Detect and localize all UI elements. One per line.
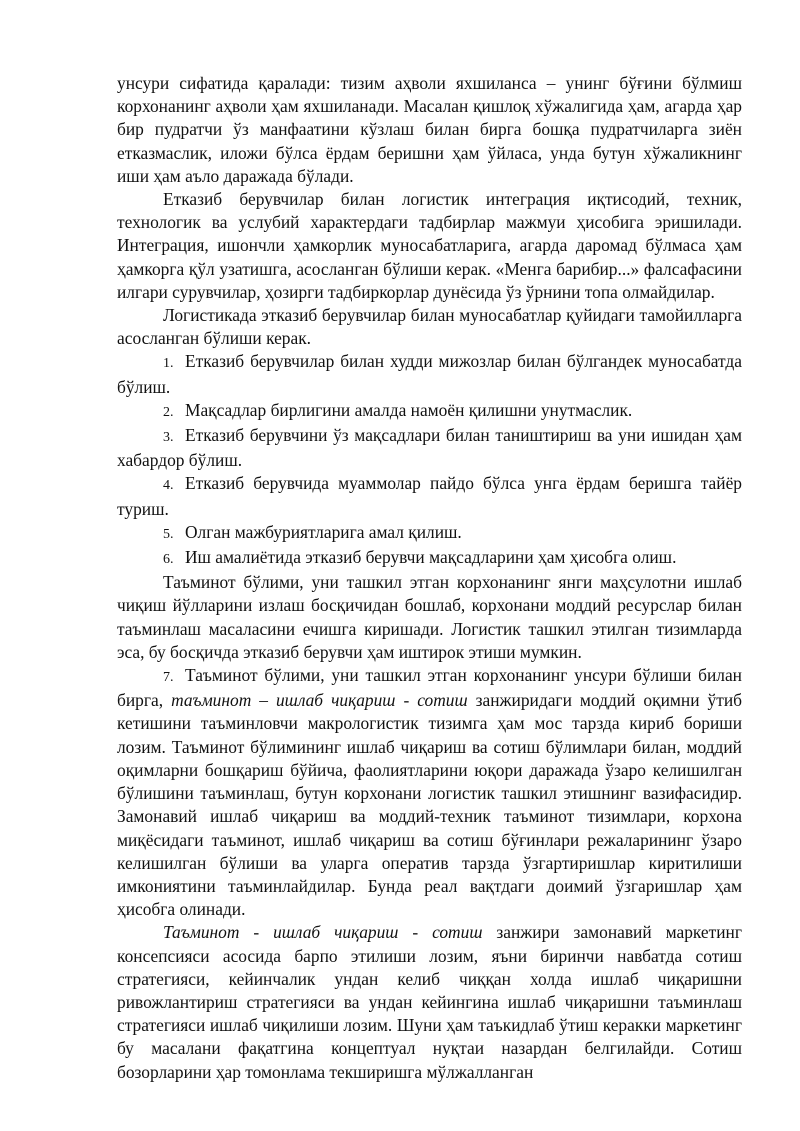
body-paragraph bbox=[117, 304, 742, 350]
body-paragraph bbox=[117, 571, 742, 664]
text-run: Таъминот бўлими, уни ташкил этган корхонанинг янги маҳсулотни ишлаб чиқиш йўлларини излаш босқичидан бошлаб, корхонани моддий ресурслар билан таъминлаш масаласини ечишга киришади. Логистик ташкил этилган тизимларда эса, бу босқичда этказиб берувчи ҳам иштирок этиши мумкин. bbox=[117, 572, 742, 662]
numbered-list-item bbox=[117, 521, 742, 546]
list-number: 5. bbox=[163, 526, 174, 542]
text-run: Етказиб берувчилар билан худди мижозлар билан бўлгандек муносабатда бўлиш. bbox=[117, 351, 742, 397]
body-paragraph bbox=[117, 921, 742, 1083]
text-run: Таъминот бўлими, уни ташкил этган корхонанинг унсури бўлиши билан бирга, bbox=[117, 665, 742, 711]
numbered-list-item bbox=[117, 664, 742, 921]
numbered-list-item bbox=[117, 424, 742, 472]
body-paragraph bbox=[117, 72, 742, 188]
italic-term: Таъминот - ишлаб чиқариш - сотиш bbox=[163, 922, 483, 943]
numbered-list-item bbox=[117, 350, 742, 398]
body-paragraph bbox=[117, 188, 742, 304]
list-number: 3. bbox=[163, 430, 174, 446]
italic-term: таъминот – ишлаб чиқариш - сотиш bbox=[171, 690, 468, 711]
list-number: 4. bbox=[163, 478, 174, 494]
text-run: унсури сифатида қаралади: тизим аҳволи яхшиланса – унинг бўғини бўлмиш корхонанинг аҳволи ҳам яхшиланади. Масалан қишлоқ хўжалигида ҳам, агарда ҳар бир пудратчи ўз манфаатини кўзлаш билан бирга бошқа пудратчиларга зиён етказмаслик, иложи бўлса ёрдам беришни ҳам ўйласа, унда бутун хўжаликнинг иши ҳам аъло даражада бўлади. bbox=[117, 73, 742, 186]
text-run: Олган мажбуриятларига амал қилиш. bbox=[185, 521, 462, 542]
numbered-list-item bbox=[117, 546, 742, 571]
list-number: 7. bbox=[163, 670, 174, 686]
text-run: занжиридаги моддий оқимни ўтиб кетишини таъминловчи макрологистик тизимга ҳам мос тарзда кириб бориши лозим. Таъминот бўлимининг ишлаб чиқариш ва сотиш бўлимлари билан, моддий оқимларни бошқариш бўйича, фаолиятларини юқори даражада ўзаро келишилган бўлишини таъминлаш, бутун корхонани логистик ташкил этишнинг вазифасидир. Замонавий ишлаб чиқариш ва моддий-техник таъминот тизимлари, корхона миқёсидаги таъминот, ишлаб чиқариш ва сотиш бўғинлари режаларининг ўзаро келишилган бўлиши ва уларга оператив тарзда ўзгартиришлар киритилиши имкониятини таъминлайдилар. Бунда реал вақтдаги доимий ўзгаришлар ҳам ҳисобга олинади. bbox=[117, 690, 742, 920]
text-run: Мақсадлар бирлигини амалда намоён қилишни унутмаслик. bbox=[185, 399, 633, 420]
document-page bbox=[117, 72, 742, 1084]
text-run: Логистикада этказиб берувчилар билан муносабатлар қуйидаги тамойилларга асосланган бўлиши керак. bbox=[117, 305, 742, 349]
numbered-list-item bbox=[117, 472, 742, 520]
list-number: 1. bbox=[163, 356, 174, 372]
text-run: Етказиб берувчини ўз мақсадлари билан таништириш ва уни ишидан ҳам хабардор бўлиш. bbox=[117, 425, 742, 471]
list-number: 6. bbox=[163, 552, 174, 568]
text-run: занжири замонавий маркетинг консепсияси асосида барпо этилиши лозим, яъни биринчи навбатда сотиш стратегияси, кейинчалик ундан келиб чиққан холда ишлаб чиқаришни ривожлантириш стратегияси ва ундан кейингина ишлаб чиқаришни таъминлаш стратегияси ишлаб чиқилиши лозим. Шуни ҳам таъкидлаб ўтиш керакки маркетинг бу масалани фақатгина концептуал нуқтаи назардан белгилайди. Сотиш бозорларини ҳар томонлама текширишга мўлжалланган bbox=[117, 922, 742, 1082]
numbered-list-item bbox=[117, 399, 742, 424]
text-run: Етказиб берувчида муаммолар пайдо бўлса унга ёрдам беришга тайёр туриш. bbox=[117, 473, 742, 519]
text-run: Етказиб берувчилар билан логистик интеграция иқтисодий, техник, технологик ва услубий характердаги тадбирлар мажмуи ҳисобига эришилади. Интеграция, ишончли ҳамкорлик муносабатларига, агарда даромад бўлмаса ҳам ҳамкорга қўл узатишга, асосланган бўлиши керак. «Менга барибир...» фалсафасини илгари сурувчилар, ҳозирги тадбиркорлар дунёсида ўз ўрнини топа олмайдилар. bbox=[117, 189, 742, 302]
list-number: 2. bbox=[163, 404, 174, 420]
text-run: Иш амалиётида этказиб берувчи мақсадларини ҳам ҳисобга олиш. bbox=[185, 547, 677, 568]
